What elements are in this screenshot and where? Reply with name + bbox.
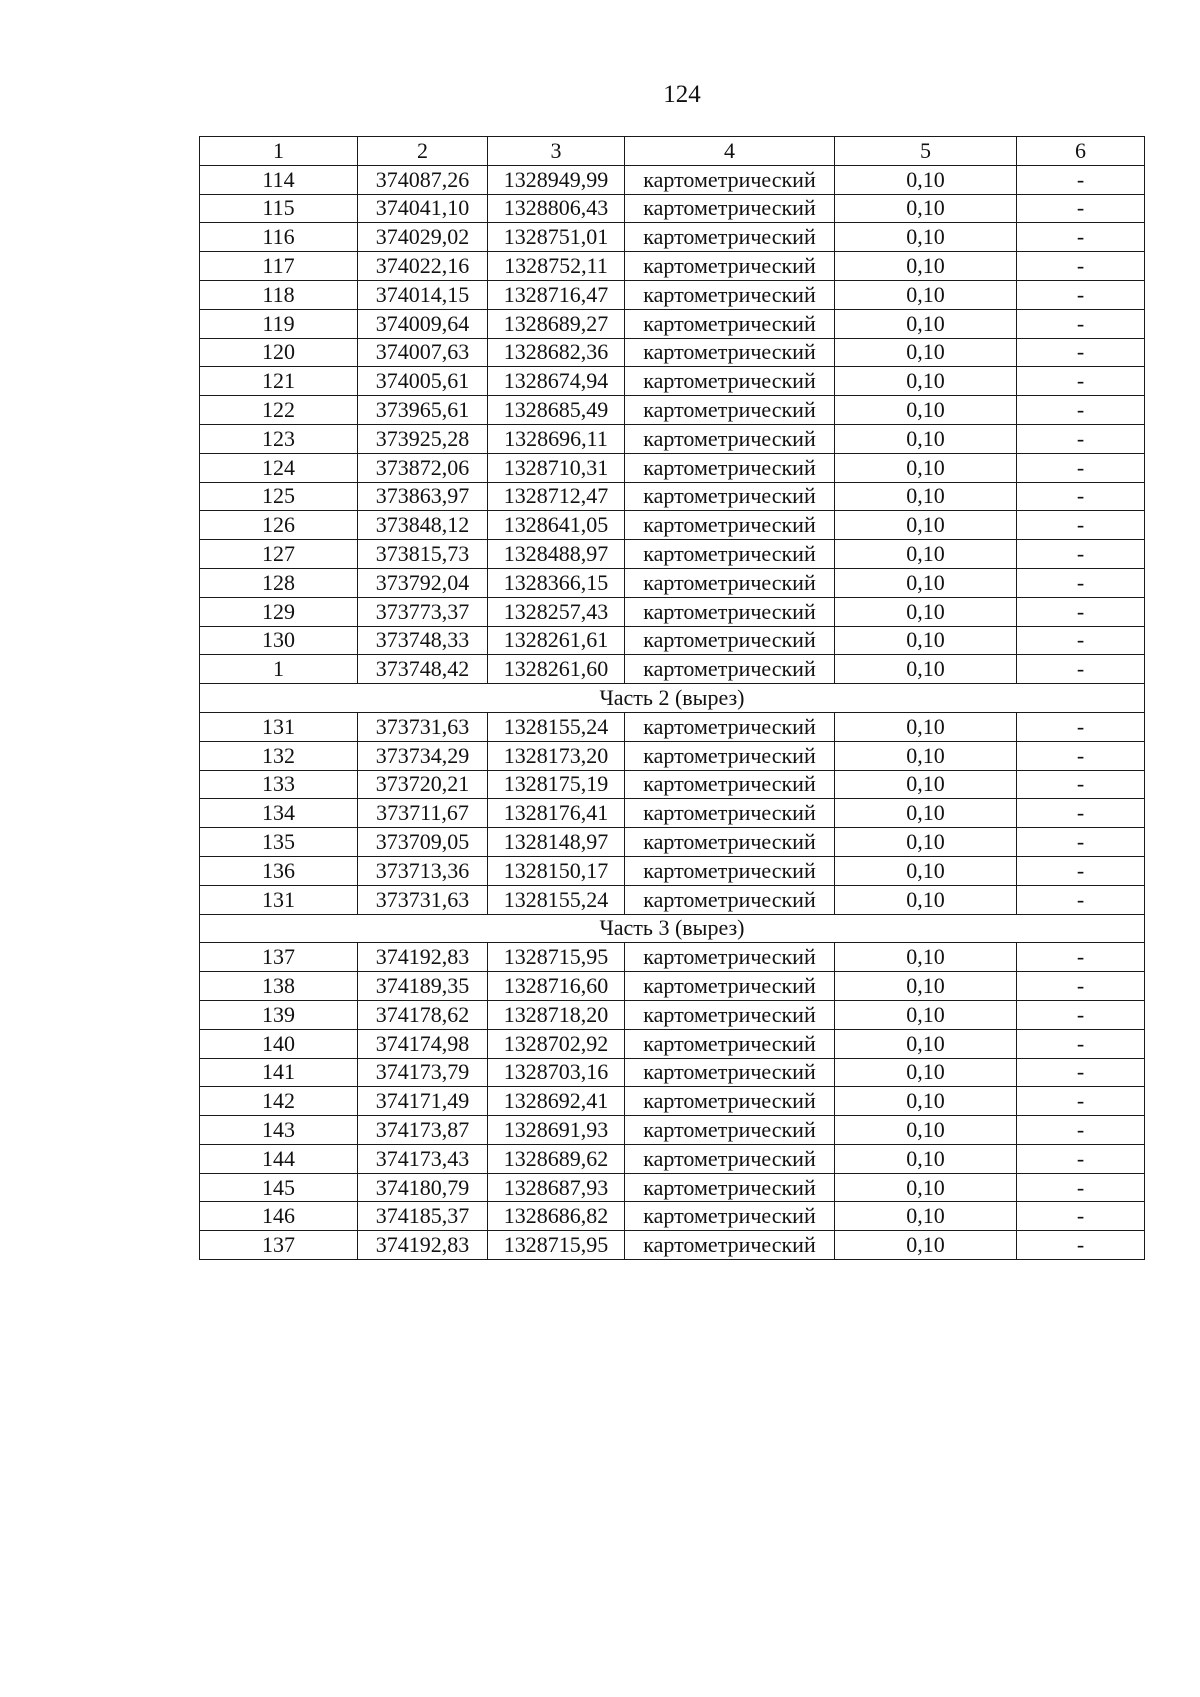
y-coordinate-cell: 1328175,19 [488, 770, 625, 799]
method-cell: картометрический [625, 1144, 835, 1173]
note-cell: - [1017, 1029, 1145, 1058]
accuracy-cell: 0,10 [835, 1087, 1017, 1116]
point-number-cell: 122 [200, 396, 358, 425]
table-row [200, 223, 1145, 252]
note-cell: - [1017, 943, 1145, 972]
point-number-cell: 140 [200, 1029, 358, 1058]
method-cell: картометрический [625, 223, 835, 252]
point-number-cell: 143 [200, 1116, 358, 1145]
table-row [200, 367, 1145, 396]
table-row [200, 424, 1145, 453]
accuracy-cell: 0,10 [835, 1173, 1017, 1202]
note-cell: - [1017, 828, 1145, 857]
table-row [200, 165, 1145, 194]
note-cell: - [1017, 540, 1145, 569]
x-coordinate-cell: 373815,73 [358, 540, 488, 569]
y-coordinate-cell: 1328173,20 [488, 741, 625, 770]
accuracy-cell: 0,10 [835, 597, 1017, 626]
accuracy-cell: 0,10 [835, 511, 1017, 540]
x-coordinate-cell: 373720,21 [358, 770, 488, 799]
method-cell: картометрический [625, 1087, 835, 1116]
y-coordinate-cell: 1328689,27 [488, 309, 625, 338]
note-cell: - [1017, 194, 1145, 223]
accuracy-cell: 0,10 [835, 424, 1017, 453]
y-coordinate-cell: 1328715,95 [488, 1231, 625, 1260]
table-row [200, 885, 1145, 914]
accuracy-cell: 0,10 [835, 1116, 1017, 1145]
note-cell: - [1017, 597, 1145, 626]
table-row [200, 828, 1145, 857]
accuracy-cell: 0,10 [835, 799, 1017, 828]
method-cell: картометрический [625, 856, 835, 885]
table-row [200, 252, 1145, 281]
method-cell: картометрический [625, 367, 835, 396]
table-row [200, 1173, 1145, 1202]
method-cell: картометрический [625, 540, 835, 569]
section-title: Часть 2 (вырез) [200, 684, 1145, 713]
table-row [200, 626, 1145, 655]
accuracy-cell: 0,10 [835, 165, 1017, 194]
page-number: 124 [663, 81, 701, 108]
point-number-cell: 139 [200, 1000, 358, 1029]
y-coordinate-cell: 1328949,99 [488, 165, 625, 194]
y-coordinate-cell: 1328685,49 [488, 396, 625, 425]
method-cell: картометрический [625, 741, 835, 770]
y-coordinate-cell: 1328702,92 [488, 1029, 625, 1058]
x-coordinate-cell: 373731,63 [358, 712, 488, 741]
table-row [200, 338, 1145, 367]
note-cell: - [1017, 223, 1145, 252]
x-coordinate-cell: 373731,63 [358, 885, 488, 914]
y-coordinate-cell: 1328261,60 [488, 655, 625, 684]
method-cell: картометрический [625, 712, 835, 741]
note-cell: - [1017, 511, 1145, 540]
y-coordinate-cell: 1328155,24 [488, 885, 625, 914]
point-number-cell: 124 [200, 453, 358, 482]
accuracy-cell: 0,10 [835, 943, 1017, 972]
accuracy-cell: 0,10 [835, 396, 1017, 425]
note-cell: - [1017, 972, 1145, 1001]
point-number-cell: 130 [200, 626, 358, 655]
table-row [200, 655, 1145, 684]
accuracy-cell: 0,10 [835, 482, 1017, 511]
table-row [200, 568, 1145, 597]
accuracy-cell: 0,10 [835, 626, 1017, 655]
accuracy-cell: 0,10 [835, 280, 1017, 309]
table-row [200, 1202, 1145, 1231]
y-coordinate-cell: 1328261,61 [488, 626, 625, 655]
method-cell: картометрический [625, 943, 835, 972]
y-coordinate-cell: 1328674,94 [488, 367, 625, 396]
column-header: 4 [625, 137, 835, 166]
x-coordinate-cell: 374173,43 [358, 1144, 488, 1173]
y-coordinate-cell: 1328752,11 [488, 252, 625, 281]
point-number-cell: 138 [200, 972, 358, 1001]
y-coordinate-cell: 1328691,93 [488, 1116, 625, 1145]
x-coordinate-cell: 374185,37 [358, 1202, 488, 1231]
point-number-cell: 116 [200, 223, 358, 252]
header-row [200, 137, 1145, 166]
note-cell: - [1017, 626, 1145, 655]
point-number-cell: 141 [200, 1058, 358, 1087]
accuracy-cell: 0,10 [835, 712, 1017, 741]
x-coordinate-cell: 374171,49 [358, 1087, 488, 1116]
accuracy-cell: 0,10 [835, 540, 1017, 569]
accuracy-cell: 0,10 [835, 568, 1017, 597]
x-coordinate-cell: 373709,05 [358, 828, 488, 857]
method-cell: картометрический [625, 626, 835, 655]
table-row [200, 972, 1145, 1001]
x-coordinate-cell: 373734,29 [358, 741, 488, 770]
y-coordinate-cell: 1328366,15 [488, 568, 625, 597]
x-coordinate-cell: 373748,42 [358, 655, 488, 684]
y-coordinate-cell: 1328148,97 [488, 828, 625, 857]
method-cell: картометрический [625, 972, 835, 1001]
accuracy-cell: 0,10 [835, 1000, 1017, 1029]
x-coordinate-cell: 373863,97 [358, 482, 488, 511]
method-cell: картометрический [625, 1202, 835, 1231]
note-cell: - [1017, 712, 1145, 741]
accuracy-cell: 0,10 [835, 1144, 1017, 1173]
accuracy-cell: 0,10 [835, 1202, 1017, 1231]
x-coordinate-cell: 373872,06 [358, 453, 488, 482]
point-number-cell: 120 [200, 338, 358, 367]
method-cell: картометрический [625, 1116, 835, 1145]
x-coordinate-cell: 374022,16 [358, 252, 488, 281]
method-cell: картометрический [625, 396, 835, 425]
y-coordinate-cell: 1328716,60 [488, 972, 625, 1001]
y-coordinate-cell: 1328689,62 [488, 1144, 625, 1173]
note-cell: - [1017, 280, 1145, 309]
point-number-cell: 123 [200, 424, 358, 453]
column-header: 2 [358, 137, 488, 166]
accuracy-cell: 0,10 [835, 885, 1017, 914]
x-coordinate-cell: 373792,04 [358, 568, 488, 597]
table-row [200, 856, 1145, 885]
y-coordinate-cell: 1328257,43 [488, 597, 625, 626]
table-row [200, 280, 1145, 309]
note-cell: - [1017, 741, 1145, 770]
point-number-cell: 136 [200, 856, 358, 885]
point-number-cell: 134 [200, 799, 358, 828]
accuracy-cell: 0,10 [835, 1029, 1017, 1058]
point-number-cell: 137 [200, 1231, 358, 1260]
table-row [200, 309, 1145, 338]
method-cell: картометрический [625, 252, 835, 281]
method-cell: картометрический [625, 828, 835, 857]
table-row [200, 943, 1145, 972]
accuracy-cell: 0,10 [835, 1058, 1017, 1087]
point-number-cell: 115 [200, 194, 358, 223]
point-number-cell: 117 [200, 252, 358, 281]
point-number-cell: 133 [200, 770, 358, 799]
point-number-cell: 132 [200, 741, 358, 770]
point-number-cell: 142 [200, 1087, 358, 1116]
point-number-cell: 125 [200, 482, 358, 511]
x-coordinate-cell: 374029,02 [358, 223, 488, 252]
table-row [200, 799, 1145, 828]
note-cell: - [1017, 799, 1145, 828]
x-coordinate-cell: 374009,64 [358, 309, 488, 338]
method-cell: картометрический [625, 1058, 835, 1087]
point-number-cell: 118 [200, 280, 358, 309]
x-coordinate-cell: 374005,61 [358, 367, 488, 396]
accuracy-cell: 0,10 [835, 223, 1017, 252]
x-coordinate-cell: 373713,36 [358, 856, 488, 885]
point-number-cell: 131 [200, 712, 358, 741]
note-cell: - [1017, 1202, 1145, 1231]
table-row [200, 1144, 1145, 1173]
point-number-cell: 119 [200, 309, 358, 338]
table-row [200, 1058, 1145, 1087]
method-cell: картометрический [625, 770, 835, 799]
y-coordinate-cell: 1328712,47 [488, 482, 625, 511]
accuracy-cell: 0,10 [835, 194, 1017, 223]
y-coordinate-cell: 1328710,31 [488, 453, 625, 482]
point-number-cell: 114 [200, 165, 358, 194]
table-row [200, 1087, 1145, 1116]
note-cell: - [1017, 367, 1145, 396]
x-coordinate-cell: 374192,83 [358, 1231, 488, 1260]
y-coordinate-cell: 1328641,05 [488, 511, 625, 540]
method-cell: картометрический [625, 1000, 835, 1029]
section-row [200, 684, 1145, 713]
accuracy-cell: 0,10 [835, 367, 1017, 396]
y-coordinate-cell: 1328150,17 [488, 856, 625, 885]
point-number-cell: 1 [200, 655, 358, 684]
table-row [200, 1231, 1145, 1260]
column-header: 3 [488, 137, 625, 166]
point-number-cell: 128 [200, 568, 358, 597]
point-number-cell: 135 [200, 828, 358, 857]
method-cell: картометрический [625, 453, 835, 482]
table-body [200, 137, 1145, 1260]
method-cell: картометрический [625, 655, 835, 684]
point-number-cell: 127 [200, 540, 358, 569]
x-coordinate-cell: 373925,28 [358, 424, 488, 453]
method-cell: картометрический [625, 885, 835, 914]
y-coordinate-cell: 1328686,82 [488, 1202, 625, 1231]
x-coordinate-cell: 374007,63 [358, 338, 488, 367]
y-coordinate-cell: 1328687,93 [488, 1173, 625, 1202]
table-row [200, 712, 1145, 741]
y-coordinate-cell: 1328692,41 [488, 1087, 625, 1116]
accuracy-cell: 0,10 [835, 741, 1017, 770]
point-number-cell: 146 [200, 1202, 358, 1231]
method-cell: картометрический [625, 280, 835, 309]
section-row [200, 914, 1145, 943]
x-coordinate-cell: 374087,26 [358, 165, 488, 194]
note-cell: - [1017, 424, 1145, 453]
table-row [200, 540, 1145, 569]
column-header: 5 [835, 137, 1017, 166]
method-cell: картометрический [625, 309, 835, 338]
x-coordinate-cell: 373711,67 [358, 799, 488, 828]
accuracy-cell: 0,10 [835, 828, 1017, 857]
x-coordinate-cell: 374173,79 [358, 1058, 488, 1087]
method-cell: картометрический [625, 482, 835, 511]
note-cell: - [1017, 309, 1145, 338]
note-cell: - [1017, 885, 1145, 914]
x-coordinate-cell: 374189,35 [358, 972, 488, 1001]
y-coordinate-cell: 1328155,24 [488, 712, 625, 741]
column-header: 1 [200, 137, 358, 166]
note-cell: - [1017, 165, 1145, 194]
table-row [200, 482, 1145, 511]
note-cell: - [1017, 1116, 1145, 1145]
y-coordinate-cell: 1328176,41 [488, 799, 625, 828]
note-cell: - [1017, 1173, 1145, 1202]
note-cell: - [1017, 856, 1145, 885]
x-coordinate-cell: 374174,98 [358, 1029, 488, 1058]
table-row [200, 1029, 1145, 1058]
y-coordinate-cell: 1328696,11 [488, 424, 625, 453]
coordinates-table [199, 136, 1145, 1260]
y-coordinate-cell: 1328715,95 [488, 943, 625, 972]
note-cell: - [1017, 396, 1145, 425]
point-number-cell: 144 [200, 1144, 358, 1173]
note-cell: - [1017, 338, 1145, 367]
note-cell: - [1017, 482, 1145, 511]
y-coordinate-cell: 1328716,47 [488, 280, 625, 309]
x-coordinate-cell: 374178,62 [358, 1000, 488, 1029]
accuracy-cell: 0,10 [835, 1231, 1017, 1260]
table-row [200, 770, 1145, 799]
accuracy-cell: 0,10 [835, 453, 1017, 482]
table-row [200, 1000, 1145, 1029]
table-row [200, 597, 1145, 626]
x-coordinate-cell: 373773,37 [358, 597, 488, 626]
method-cell: картометрический [625, 194, 835, 223]
point-number-cell: 129 [200, 597, 358, 626]
table-row [200, 453, 1145, 482]
table-row [200, 396, 1145, 425]
method-cell: картометрический [625, 511, 835, 540]
column-header: 6 [1017, 137, 1145, 166]
accuracy-cell: 0,10 [835, 252, 1017, 281]
accuracy-cell: 0,10 [835, 770, 1017, 799]
y-coordinate-cell: 1328718,20 [488, 1000, 625, 1029]
y-coordinate-cell: 1328806,43 [488, 194, 625, 223]
x-coordinate-cell: 374014,15 [358, 280, 488, 309]
note-cell: - [1017, 1058, 1145, 1087]
note-cell: - [1017, 1087, 1145, 1116]
accuracy-cell: 0,10 [835, 972, 1017, 1001]
point-number-cell: 126 [200, 511, 358, 540]
method-cell: картометрический [625, 338, 835, 367]
method-cell: картометрический [625, 424, 835, 453]
point-number-cell: 145 [200, 1173, 358, 1202]
accuracy-cell: 0,10 [835, 309, 1017, 338]
table-row [200, 1116, 1145, 1145]
x-coordinate-cell: 374180,79 [358, 1173, 488, 1202]
note-cell: - [1017, 655, 1145, 684]
note-cell: - [1017, 453, 1145, 482]
y-coordinate-cell: 1328751,01 [488, 223, 625, 252]
point-number-cell: 137 [200, 943, 358, 972]
x-coordinate-cell: 374041,10 [358, 194, 488, 223]
x-coordinate-cell: 374192,83 [358, 943, 488, 972]
note-cell: - [1017, 1000, 1145, 1029]
method-cell: картометрический [625, 597, 835, 626]
x-coordinate-cell: 373848,12 [358, 511, 488, 540]
note-cell: - [1017, 1144, 1145, 1173]
y-coordinate-cell: 1328488,97 [488, 540, 625, 569]
note-cell: - [1017, 568, 1145, 597]
method-cell: картометрический [625, 1173, 835, 1202]
method-cell: картометрический [625, 1029, 835, 1058]
accuracy-cell: 0,10 [835, 856, 1017, 885]
x-coordinate-cell: 373748,33 [358, 626, 488, 655]
note-cell: - [1017, 252, 1145, 281]
section-title: Часть 3 (вырез) [200, 914, 1145, 943]
method-cell: картометрический [625, 799, 835, 828]
method-cell: картометрический [625, 165, 835, 194]
note-cell: - [1017, 770, 1145, 799]
method-cell: картометрический [625, 568, 835, 597]
point-number-cell: 131 [200, 885, 358, 914]
table-row [200, 194, 1145, 223]
table-row [200, 741, 1145, 770]
x-coordinate-cell: 374173,87 [358, 1116, 488, 1145]
accuracy-cell: 0,10 [835, 338, 1017, 367]
table-row [200, 511, 1145, 540]
y-coordinate-cell: 1328682,36 [488, 338, 625, 367]
accuracy-cell: 0,10 [835, 655, 1017, 684]
x-coordinate-cell: 373965,61 [358, 396, 488, 425]
y-coordinate-cell: 1328703,16 [488, 1058, 625, 1087]
method-cell: картометрический [625, 1231, 835, 1260]
point-number-cell: 121 [200, 367, 358, 396]
note-cell: - [1017, 1231, 1145, 1260]
